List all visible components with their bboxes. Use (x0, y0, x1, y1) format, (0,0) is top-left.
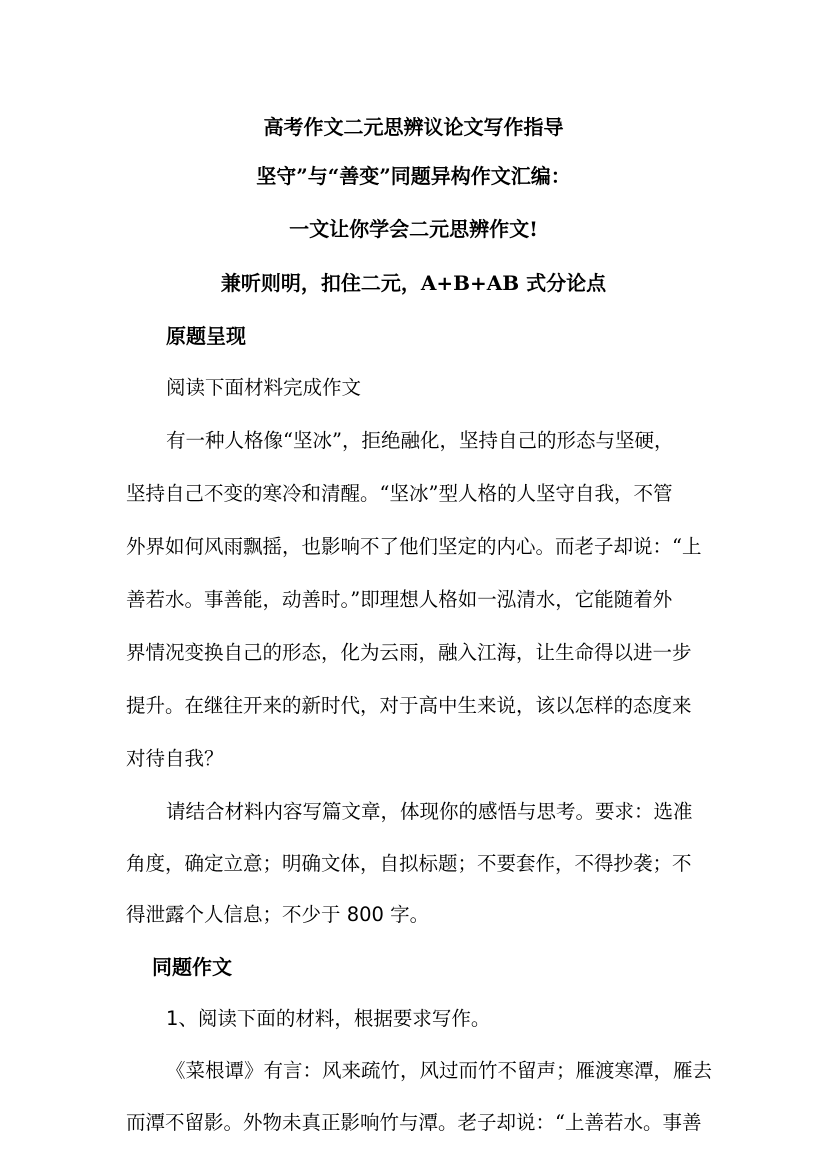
item1-line: 而潭不留影。外物未真正影响竹与潭。老子却说：“上善若水。事善 (126, 1111, 702, 1134)
main-title: 高考作文二元思辨议论文写作指导 (263, 115, 564, 139)
material-line: 提升。在继往开来的新时代，对于高中生来说，该以怎样的态度来 (126, 694, 692, 717)
subtitle-3: 兼听则明，扣住二元，A+B+AB 式分论点 (220, 271, 607, 295)
material-line: 外界如何风雨飘摇，也影响不了他们坚定的内心。而老子却说：“上 (126, 535, 702, 558)
subtitle-1: 坚守”与“善变”同题异构作文汇编： (256, 164, 571, 188)
subtitle-2: 一文让你学会二元思辨作文! (289, 217, 538, 241)
material-line: 善若水。事善能，动善时。”即理想人格如一泓清水，它能随着外 (126, 588, 673, 611)
material-line: 对待自我？ (126, 747, 224, 770)
requirement-line: 请结合材料内容写篇文章，体现你的感悟与思考。要求：选准 (166, 800, 693, 823)
item1-line: 《菜根谭》有言：风来疏竹，风过而竹不留声；雁渡寒潭，雁去 (166, 1059, 713, 1082)
requirement-line: 得泄露个人信息；不少于 800 字。 (126, 903, 430, 926)
original-instruction: 阅读下面材料完成作文 (166, 376, 362, 399)
item1-instruction: 1、阅读下面的材料，根据要求写作。 (166, 1007, 491, 1030)
material-line: 坚持自己不变的寒冷和清醒。“坚冰”型人格的人坚守自我，不管 (126, 482, 673, 505)
material-line: 界情况变换自己的形态，化为云雨，融入江海，让生命得以进一步 (126, 641, 692, 664)
original-heading: 原题呈现 (166, 324, 246, 348)
same-topic-heading: 同题作文 (152, 955, 232, 979)
requirement-line: 角度，确定立意；明确文体，自拟标题；不要套作，不得抄袭；不 (126, 852, 692, 875)
material-line: 有一种人格像“坚冰”，拒绝融化，坚持自己的形态与坚硬， (166, 429, 674, 452)
